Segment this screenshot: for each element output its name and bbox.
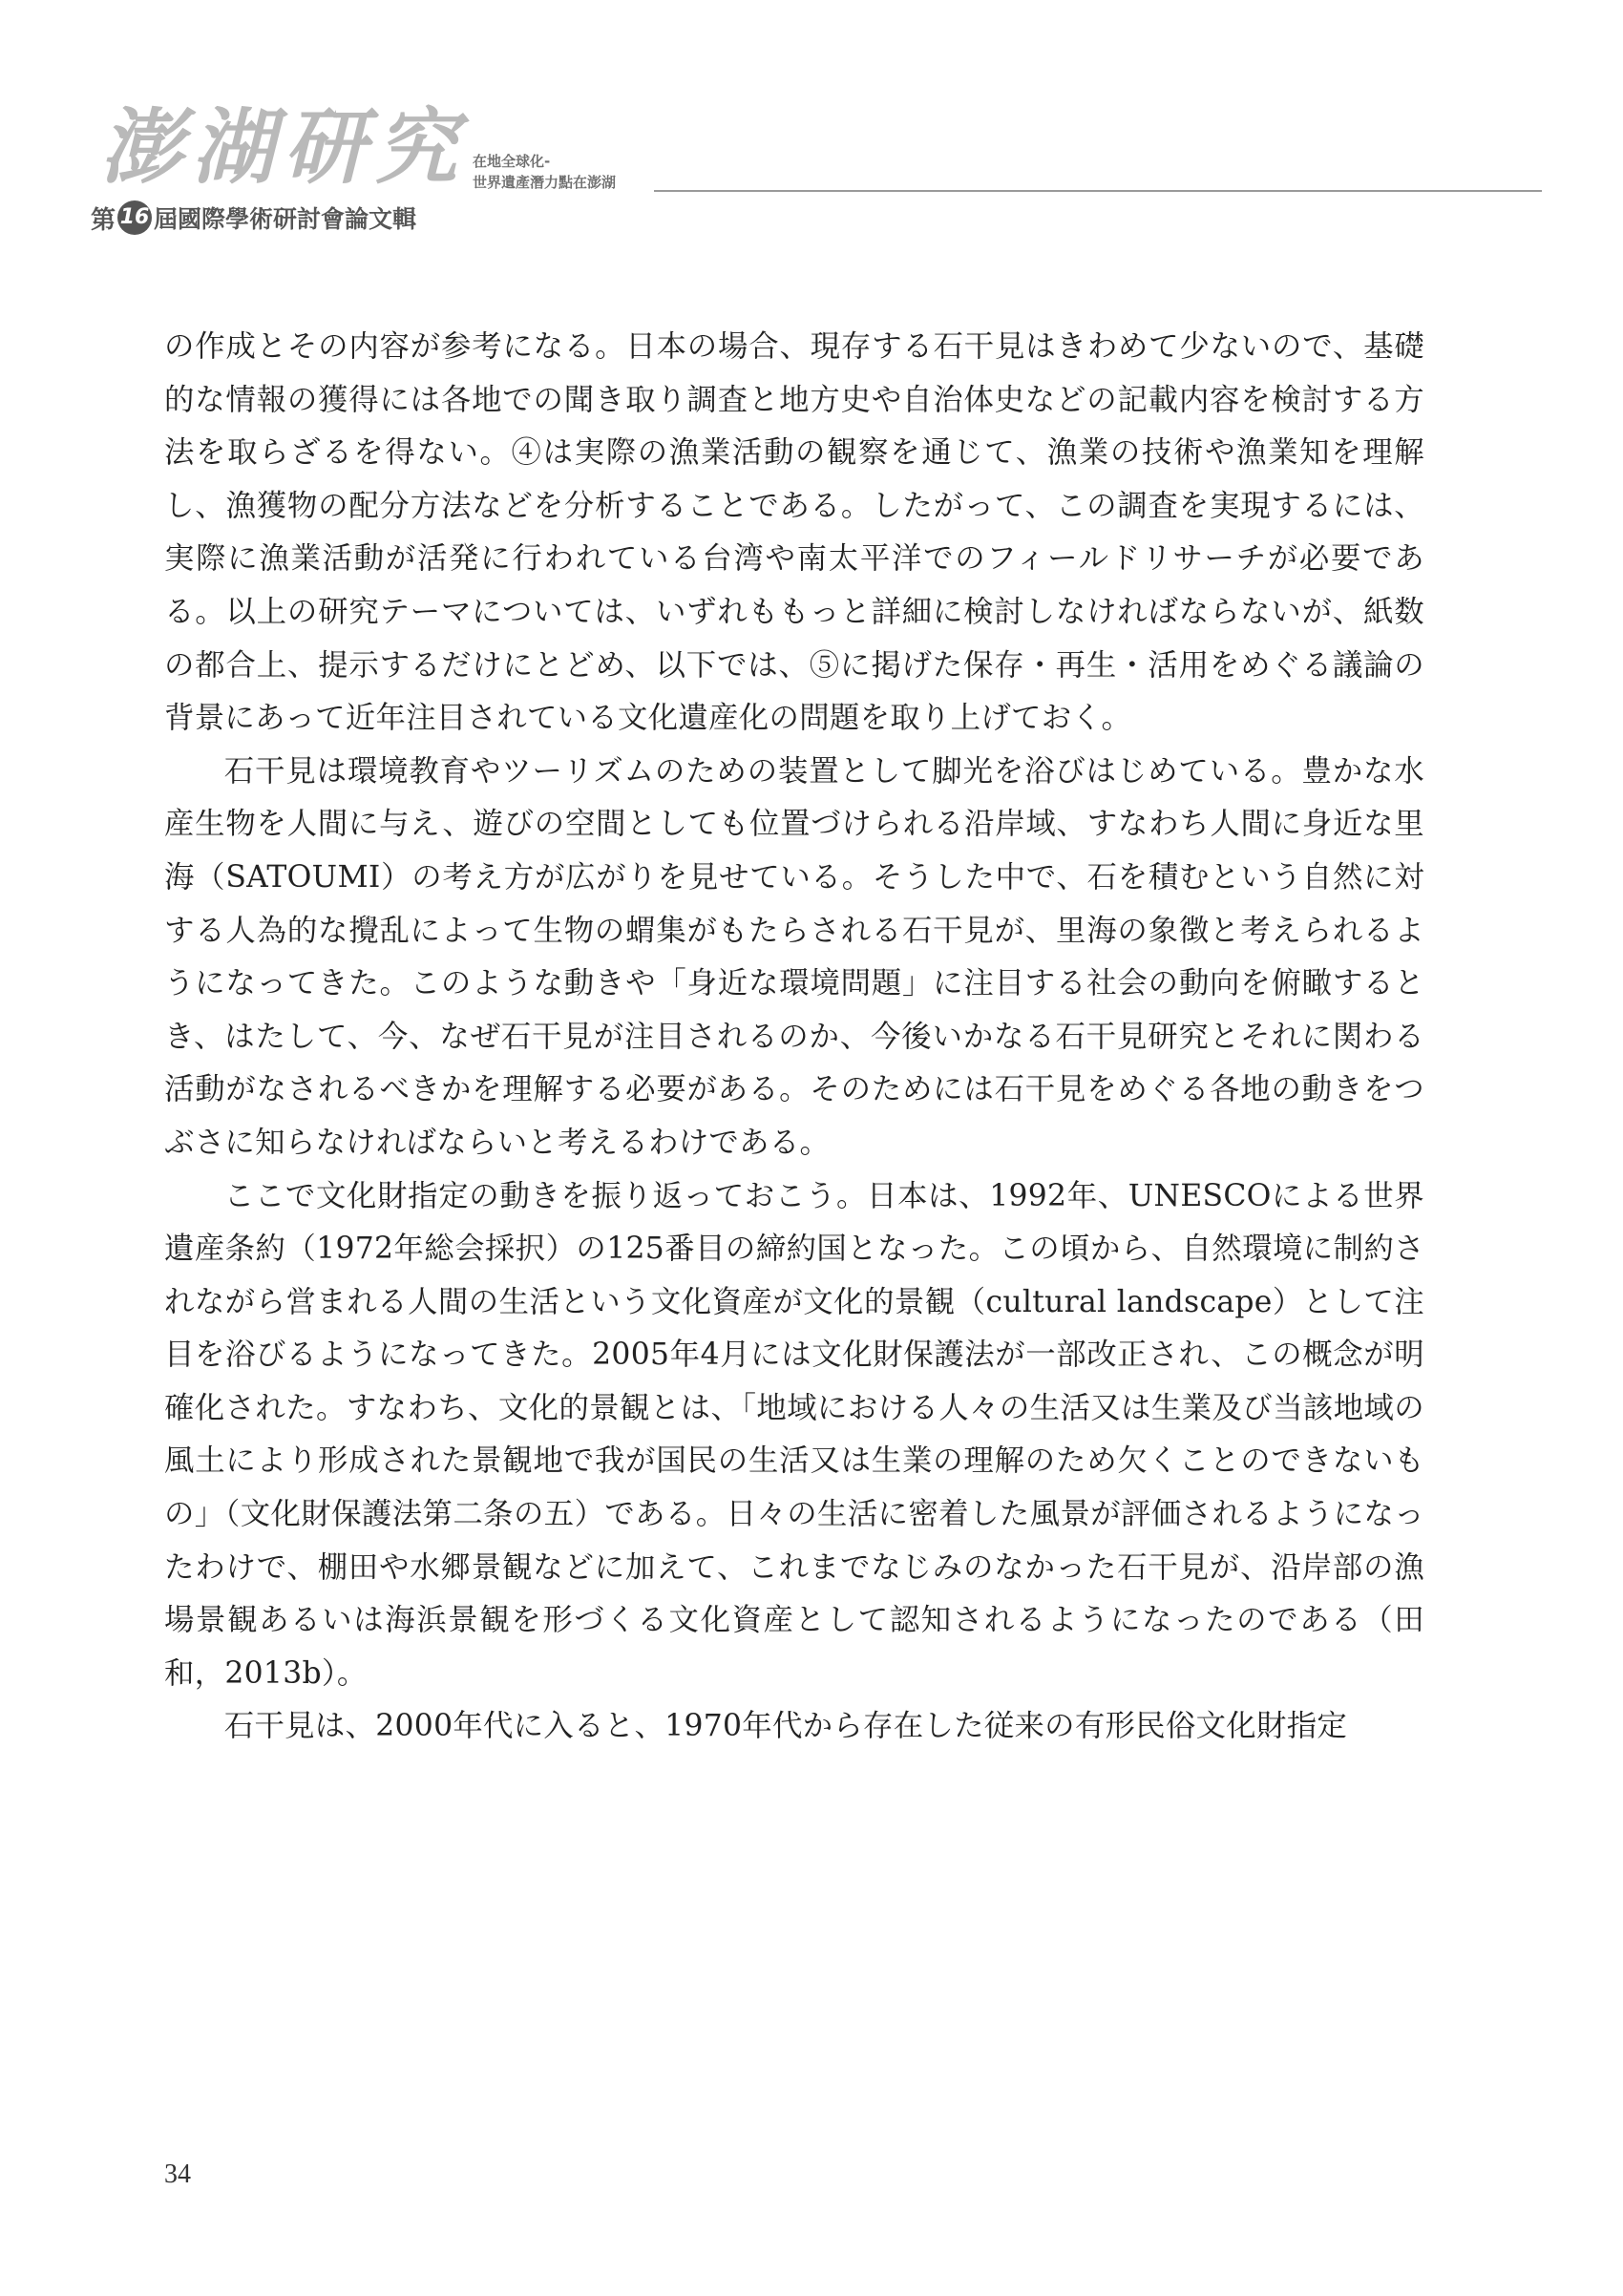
theme-line-1: 在地全球化- bbox=[473, 153, 551, 170]
paragraph: の作成とその内容が参考になる。日本の場合、現存する石干見はきわめて少ないので、基礎的な情報の獲得には各地での聞き取り調査と地方史や自治体史などの記載内容を検討する方法を取らざるを得ない。④は実際の漁業活動の観察を通じて、漁業の技術や漁業知を理解し、漁獲物の配分方法などを分析することである。したがって、この調査を実現するには、実際に漁業活動が活発に行われている台湾や南太平洋でのフィールドリサーチが必要である。以上の研究テーマについては、いずれももっと詳細に検討しなければならないが、紙数の都合上、提示するだけにとどめ、以下では、⑤に掲げた保存・再生・活用をめぐる議論の背景にあって近年注目されている文化遺産化の問題を取り上げておく。 bbox=[164, 329, 1424, 736]
edition-suffix: 屆國際學術研討會論文輯 bbox=[154, 205, 417, 233]
paragraph: ここで文化財指定の動きを振り返っておこう。日本は、1992年、UNESCOによる世界遺産条約（1972年総会採択）の125番目の締約国となった。この頃から、自然環境に制約されながら営まれる人間の生活という文化資産が文化的景観（cultural landscape）として注目を浴びるようになってきた。2005年4月には文化財保護法が一部改正され、この概念が明確化された。すなわち、文化的景観とは、「地域における人々の生活又は生業及び当該地域の風土により形成された景観地で我が国民の生活又は生業の理解のため欠くことのできないもの」（文化財保護法第二条の五）である。日々の生活に密着した風景が評価されるようになったわけで、棚田や水郷景観などに加えて、これまでなじみのなかった石干見が、沿岸部の漁場景観あるいは海浜景観を形づくる文化資産として認知されるようになったのである（田和，2013b）。 bbox=[164, 1178, 1424, 1691]
paragraph: 石干見は環境教育やツーリズムのための装置として脚光を浴びはじめている。豊かな水産生物を人間に与え、遊びの空間としても位置づけられる沿岸域、すなわち人間に身近な里海（SATOUMI）の考え方が広がりを見せている。そうした中で、石を積むという自然に対する人為的な攪乱によって生物の蝟集がもたらされる石干見が、里海の象徴と考えられるようになってきた。このような動きや「身近な環境問題」に注目する社会の動向を俯瞰するとき、はたして、今、なぜ石干見が注目されるのか、今後いかなる石干見研究とそれに関わる活動がなされるべきかを理解する必要がある。そのためには石干見をめぐる各地の動きをつぶさに知らなければならいと考えるわけである。 bbox=[164, 753, 1424, 1160]
edition-prefix: 第 bbox=[91, 205, 116, 235]
theme-line-2: 世界遺產潛力點在澎湖 bbox=[473, 174, 617, 191]
paragraph: 石干見は、2000年代に入ると、1970年代から存在した従来の有形民俗文化財指定 bbox=[223, 1709, 1348, 1744]
edition-number-badge: 16 bbox=[117, 200, 152, 235]
running-header bbox=[91, 95, 1465, 239]
journal-logo bbox=[91, 95, 473, 239]
conference-edition bbox=[91, 199, 416, 237]
header-divider bbox=[654, 190, 1542, 192]
body-text bbox=[164, 321, 1424, 1754]
journal-title: 澎湖研究 bbox=[100, 99, 467, 196]
conference-theme bbox=[473, 151, 616, 193]
page-number: 34 bbox=[164, 2159, 191, 2189]
